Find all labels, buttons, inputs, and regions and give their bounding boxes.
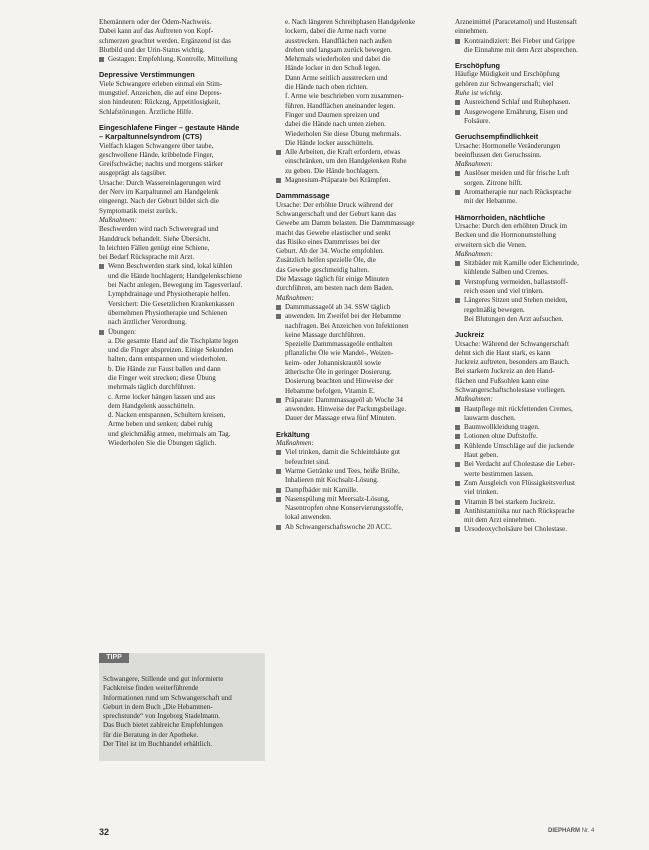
numbered-item: d. Nacken entspannen, Schultern kreisen, — [108, 411, 226, 420]
measures-label: Maßnahmen: — [276, 439, 314, 448]
text-line: regelmäßig bewegen. — [464, 305, 525, 314]
bullet-item: anwenden. Im Zweifel bei der Hebamme — [276, 312, 443, 321]
numbered-item: mehrmals täglich durchführen. — [108, 383, 196, 392]
measures-label: Maßnahmen: — [99, 215, 137, 224]
text-line: Hebamme befolgen, Vitamin E. — [285, 386, 375, 395]
tip-label: TIPP — [99, 653, 129, 663]
text-line: Ursache: Durch den erhöhten Druck im — [455, 221, 568, 230]
numbered-item: führen. Handflächen aneinander legen. — [285, 101, 396, 110]
numbered-item: dem Handgelenk ausschütteln. — [108, 401, 195, 410]
text-line: Arzneimittel (Paracetamol) und Hustensaft — [455, 18, 577, 26]
text-line: sorgen. Zitrone hilft. — [464, 178, 523, 187]
text-line: dehnt sich die Haut stark, es kann — [455, 348, 551, 357]
numbered-item: c. Arme locker hängen lassen und aus — [108, 392, 215, 401]
text-line: Ursache: Durch Wassereinlagerungen wird — [99, 178, 221, 187]
text-line: Nasentropfen ohne Konservierungsstoffe, — [285, 504, 404, 513]
numbered-item: Wiederholen Sie die Übungen täglich. — [108, 439, 217, 448]
text-line: anwenden. Hinweise der Packungsbeilage. — [285, 405, 407, 414]
numbered-item: Finger und Daumen spreizen und — [285, 110, 380, 119]
text-line: zu geben. Die Hände hochlagern. — [285, 166, 380, 175]
bullet-item: Sitzbäder mit Kamille oder Eichenrinde, — [455, 259, 622, 268]
bullet-item: Baumwollkleidung tragen. — [455, 423, 622, 432]
text-line: mit der Hebamme. — [464, 197, 517, 206]
text-line: Versichert: Die Gesetzlichen Krankenkassen — [108, 299, 235, 308]
text-line: Dosierung beachten und Hinweise der — [285, 377, 394, 386]
text-line: Dauer der Massage etwa fünf Minuten. — [285, 414, 397, 423]
section-heading: Erkältung — [276, 429, 310, 439]
text-line: Ruhe ist wichtig. — [455, 89, 503, 98]
text-line: das Gewebe geschmeidig halten. — [276, 265, 369, 274]
bullet-item: Dammmassageöl ab 34. SSW täglich — [276, 303, 443, 312]
text-line: Viele Schwangere erleben einmal ein Stim- — [99, 79, 223, 88]
section-heading: Hämorrhoiden, nächtliche — [455, 212, 546, 222]
text-line: Geburt in dem Buch „Die Hebammen- — [103, 702, 213, 711]
numbered-item: Arme heben und senken; dabei ruhig — [108, 420, 213, 429]
numbered-item: lockern, dabei die Arme nach vorne — [285, 27, 387, 36]
text-line: Bei starkem Juckreiz an den Hand- — [455, 367, 555, 376]
numbered-item: Hände locker in den Schoß legen. — [285, 64, 381, 73]
numbered-item: und die Finger abspreizen. Einige Sekunden — [108, 346, 234, 355]
bullet-item: Aromatherapie nur nach Rücksprache — [455, 188, 622, 197]
bullet-item: Gestagen: Empfehlung, Kontrolle, Mitteilung — [99, 55, 265, 64]
text-line: lauwarm duschen. — [464, 413, 516, 422]
text-line: mit dem Arzt einnehmen. — [464, 516, 537, 525]
text-line: Gewebe am Damm belasten. Die Dammmassage — [276, 219, 415, 228]
text-line: erweitern sich die Venen. — [455, 240, 527, 249]
numbered-item: drehen und langsam zurück bewegen. — [285, 45, 392, 54]
bullet-item: Kühlende Umschläge auf die juckende — [455, 442, 622, 451]
text-line: werte bestimmen lassen. — [464, 469, 534, 478]
section-heading: Erschöpfung — [455, 61, 500, 71]
text-line: der Nerv im Karpaltunnel am Handgelenk — [99, 188, 219, 197]
page-number: 32 — [99, 827, 110, 837]
bullet-item: Antihistaminika nur nach Rücksprache — [455, 507, 622, 516]
text-line: sion hindeuten: Rückzug, Appetitlosigkeit, — [99, 98, 221, 107]
numbered-item: Wiederholen Sie diese Übung mehrmals. — [285, 129, 402, 138]
text-line: das Risiko eines Dammrisses bei der — [276, 237, 381, 246]
tip-text — [103, 675, 263, 749]
bullet-item: Verstopfung vermeiden, ballaststoff- — [455, 278, 622, 287]
text-line: Beschwerden wird nach Schweregrad und — [99, 225, 219, 234]
bullet-item: Hautpflege mit rückfettenden Cremes, — [455, 405, 622, 414]
text-line: geschwollene Hände, kribbelnde Finger, — [99, 150, 214, 159]
text-line: Haut geben. — [464, 451, 499, 460]
text-line: viel trinken. — [464, 488, 499, 497]
publication-footer — [548, 828, 594, 834]
numbered-item: Mehrmals wiederholen und dabei die — [285, 55, 391, 64]
text-line: bei Nacht anlegen, Bewegung im Tagesverlauf. — [108, 281, 243, 290]
text-line: Schwangere, Stillende und gut informierte — [103, 675, 224, 683]
text-line: ausgeprägt als tagsüber. — [99, 169, 167, 178]
numbered-item: f. Arme wie beschrieben vorn zusammen- — [285, 92, 404, 101]
text-line: Schwangerschaftscholestase vorliegen. — [455, 385, 566, 394]
text-line: Folsäure. — [464, 116, 491, 125]
text-line: die Einnahme mit dem Arzt absprechen. — [464, 45, 578, 54]
bullet-item: Warme Getränke und Tees, heiße Brühe, — [276, 467, 443, 476]
bullet-item: Ausreichend Schlaf und Ruhephasen. — [455, 98, 622, 107]
text-line: macht das Gewebe elastischer und senkt — [276, 228, 391, 237]
publication-title: DIEPHARM — [548, 828, 581, 834]
bullet-item: Viel trinken, damit die Schleimhäute gut — [276, 448, 443, 457]
measures-label: Maßnahmen: — [455, 160, 493, 169]
text-line: Spezielle Dammmassageöle enthalten — [285, 340, 393, 349]
text-line: für die Beratung in der Apotheke. — [103, 730, 199, 739]
measures-label: Maßnahmen: — [455, 249, 493, 258]
text-line: keine Massage durchführen. — [285, 330, 366, 339]
section-subheading: – Karpaltunnelsyndrom (CTS) — [99, 132, 202, 142]
text-line: Das Buch bietet zahlreiche Empfehlungen — [103, 721, 223, 730]
bullet-item: Ausgewogene Ernährung, Eisen und — [455, 108, 622, 117]
text-line: nach ärztlicher Verordnung. — [108, 318, 187, 327]
section-heading: Geruchsempfindlichkeit — [455, 132, 539, 142]
numbered-item: halten, dann entspannen und wiederholen. — [108, 355, 228, 364]
numbered-item: ausstrecken. Handflächen nach außen — [285, 36, 392, 45]
numbered-item: und gleichmäßig atmen, mehrmals am Tag. — [108, 429, 231, 438]
publication-issue: Nr. 4 — [581, 828, 595, 834]
bullet-item: Längeres Sitzen und Stehen meiden, — [455, 296, 622, 305]
numbered-item: e. Nach längeren Schreibphasen Handgelenke — [285, 18, 416, 26]
text-line: befeuchtet sind. — [285, 457, 330, 466]
measures-label: Maßnahmen: — [455, 395, 493, 404]
column-2 — [276, 18, 443, 532]
numbered-item: die Finger weit strecken; diese Übung — [108, 373, 216, 382]
section-heading: Depressive Verstimmungen — [99, 70, 195, 80]
text-line: Häufige Müdigkeit und Erschöpfung — [455, 70, 560, 79]
text-line: Schwangerschaft und der Geburt kann das — [276, 209, 396, 218]
text-line: keim- oder Johanniskrautöl sowie — [285, 358, 381, 367]
text-line: mungstief. Anzeichen, die auf eine Depres- — [99, 89, 222, 98]
text-line: Ursache: Hormonelle Veränderungen — [455, 141, 561, 150]
bullet-item: Wenn Beschwerden stark sind, lokal kühlen — [99, 262, 265, 271]
text-line: Bei Blutungen den Arzt aufsuchen. — [464, 314, 564, 323]
text-line: sprechstunde“ von Ingeborg Stadelmann. — [103, 712, 220, 721]
column-3 — [455, 18, 622, 535]
text-line: Lymphdrainage und Physiotherapie helfen. — [108, 290, 231, 299]
text-line: eingeengt. Nach der Geburt bildet sich die — [99, 197, 219, 206]
bullet-item: Lotionen ohne Duftstoffe. — [455, 432, 622, 441]
text-line: Ursache: Während der Schwangerschaft — [455, 339, 569, 348]
text-line: Ehemännern oder der Ödem-Nachweis. — [99, 18, 212, 26]
text-line: beeinflussen den Geruchssinn. — [455, 150, 542, 159]
text-line: reich essen und viel trinken. — [464, 287, 544, 296]
bullet-item: Ursodeoxycholsäure bei Cholestase. — [455, 525, 622, 534]
text-line: schmerzen geachtet werden. Ergänzend ist das — [99, 36, 231, 45]
text-line: Blutbild und der Urin-Status wichtig. — [99, 45, 205, 54]
text-line: Greifschwäche; nachts und morgens stärker — [99, 160, 223, 169]
bullet-item: Nasenspülung mit Meersalz-Lösung, — [276, 495, 443, 504]
text-line: Symptomatik meist zurück. — [99, 206, 178, 215]
text-line: In leichten Fällen genügt eine Schiene, — [99, 243, 210, 252]
text-line: lokal anwenden. — [285, 513, 332, 522]
bullet-item: Bei Verdacht auf Cholestase die Leber- — [455, 460, 622, 469]
text-line: Dabei kann auf das Auftreten von Kopf- — [99, 27, 214, 36]
text-line: einnehmen. — [455, 27, 488, 36]
text-line: Vielfach klagen Schwangere über taube, — [99, 141, 214, 150]
bullet-item: Übungen: — [99, 328, 265, 337]
text-line: Juckreiz auftreten, besonders am Bauch. — [455, 358, 570, 367]
bullet-item: Kontraindiziert: Bei Fieber und Grippe — [455, 37, 622, 46]
bullet-item: Zum Ausgleich von Flüssigkeitsverlust — [455, 479, 622, 488]
text-line: Geburt. Ab der 34. Woche empfohlen. — [276, 247, 385, 256]
section-heading: Dammmassage — [276, 191, 330, 201]
bullet-item: Auslöser meiden und für frische Luft — [455, 169, 622, 178]
text-line: einschränken, um den Handgelenken Ruhe — [285, 157, 407, 166]
column-1 — [99, 18, 265, 448]
numbered-item: die Hände nach oben richten. — [285, 83, 368, 92]
section-heading: Juckreiz — [455, 330, 485, 340]
text-line: nachfragen. Bei Anzeichen von Infektionen — [285, 321, 409, 330]
text-line: Becken und die Hormonumstellung — [455, 231, 557, 240]
bullet-item: Ab Schwangerschaftswoche 20 ACC. — [276, 523, 443, 532]
text-line: Schlafstörungen. Ärztliche Hilfe. — [99, 107, 194, 116]
text-line: pflanzliche Öle wie Mandel-, Weizen- — [285, 349, 394, 358]
bullet-item: Vitamin B bei starkem Juckreiz. — [455, 498, 622, 507]
numbered-item: a. Die gesamte Hand auf die Tischplatte legen — [108, 336, 239, 345]
numbered-item: dabei die Hände nach unten ziehen. — [285, 120, 386, 129]
text-line: gehören zur Schwangerschaft; viel — [455, 79, 554, 88]
text-line: Die Massage täglich für einige Minuten — [276, 275, 389, 284]
text-line: und die Hände hochlagern; Handgelenkschiene — [108, 271, 242, 280]
text-line: ätherische Öle in geringer Dosierung. — [285, 367, 392, 376]
text-line: Inhalieren mit Kochsalz-Lösung. — [285, 476, 379, 485]
measures-label: Maßnahmen: — [276, 293, 314, 302]
text-line: Fachkreise finden weiterführende — [103, 684, 199, 693]
text-line: kühlende Salben und Cremes. — [464, 268, 549, 277]
text-line: bei Bedarf Rücksprache mit Arzt. — [99, 253, 195, 262]
bullet-item: Alle Arbeiten, die Kraft erfordern, etwas — [276, 148, 443, 157]
numbered-item: b. Die Hände zur Faust ballen und dann — [108, 364, 221, 373]
numbered-item: Die Hände locker ausschütteln. — [285, 138, 374, 147]
section-heading: Eingeschlafene Finger – gestaute Hände — [99, 122, 240, 132]
text-line: Ursache: Der erhöhte Druck während der — [276, 200, 394, 209]
bullet-item: Dampfbäder mit Kamille. — [276, 486, 443, 495]
text-line: Der Titel ist im Buchhandel erhältlich. — [103, 740, 213, 749]
text-line: übernehmen Physiotherapie und Schienen — [108, 308, 228, 317]
text-line: flächen und Fußsohlen kann eine — [455, 376, 549, 385]
bullet-item: Magnesium-Präparate bei Krämpfen. — [276, 176, 443, 185]
text-line: Handdruck behandelt. Siehe Übersicht. — [99, 234, 211, 243]
text-line: Zusätzlich helfen spezielle Öle, die — [276, 256, 376, 265]
text-line: durchführen, am besten nach dem Baden. — [276, 284, 394, 293]
numbered-item: Dann Arme seitlich ausstrecken und — [285, 73, 388, 82]
bullet-item: Präparate: Dammmassageöl ab Woche 34 — [276, 396, 443, 405]
text-line: Informationen rund um Schwangerschaft und — [103, 693, 232, 702]
